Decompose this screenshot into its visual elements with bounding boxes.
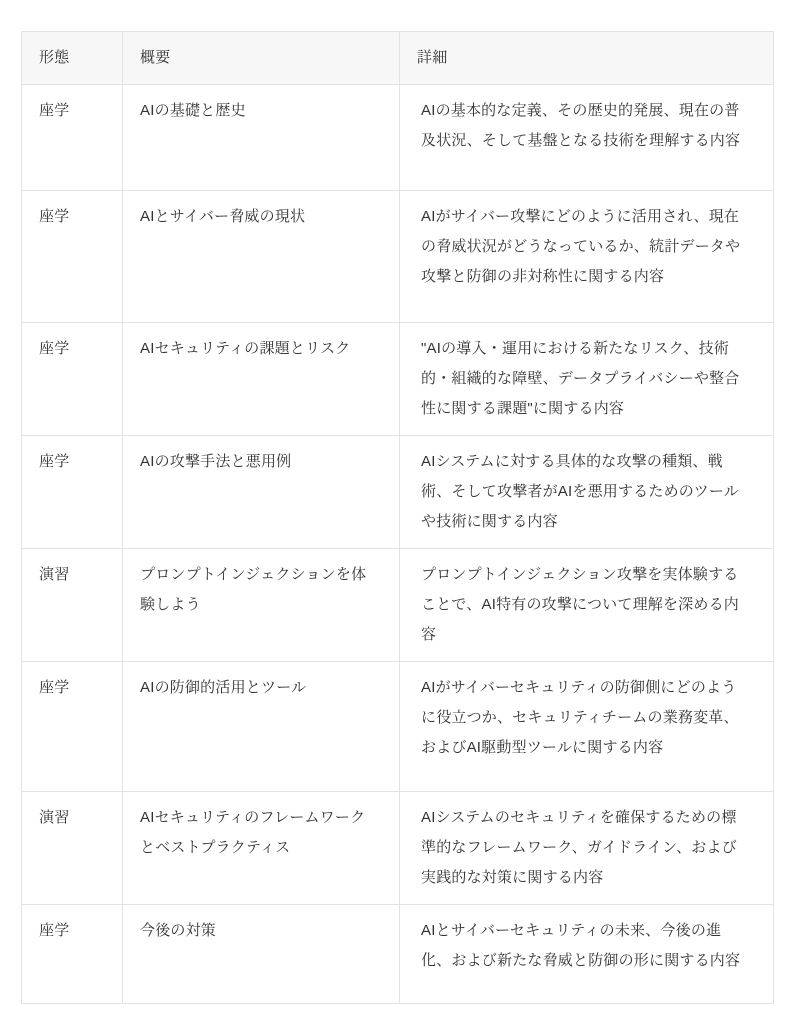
overview-cell: 今後の対策 — [123, 905, 400, 1004]
table-row — [22, 792, 774, 905]
overview-cell: プロンプトインジェクションを体験しよう — [123, 549, 400, 662]
table-row — [22, 905, 774, 1004]
format-cell: 座学 — [22, 191, 123, 323]
overview-cell: AIの攻撃手法と悪用例 — [123, 436, 400, 549]
detail-cell: AIシステムに対する具体的な攻撃の種類、戦術、そして攻撃者がAIを悪用するためのツールや技術に関する内容 — [400, 436, 774, 549]
table-row — [22, 549, 774, 662]
detail-cell: AIがサイバーセキュリティの防御側にどのように役立つか、セキュリティチームの業務変革、およびAI駆動型ツールに関する内容 — [400, 662, 774, 792]
table-row — [22, 191, 774, 323]
overview-cell: AIとサイバー脅威の現状 — [123, 191, 400, 323]
table-row — [22, 323, 774, 436]
column-header-format: 形態 — [22, 32, 123, 85]
format-cell: 座学 — [22, 905, 123, 1004]
format-cell: 座学 — [22, 85, 123, 191]
table-row — [22, 85, 774, 191]
format-cell: 座学 — [22, 436, 123, 549]
detail-cell: "AIの導入・運用における新たなリスク、技術的・組織的な障壁、データプライバシーや整合性に関する課題"に関する内容 — [400, 323, 774, 436]
detail-cell: AIの基本的な定義、その歴史的発展、現在の普及状況、そして基盤となる技術を理解する内容 — [400, 85, 774, 191]
format-cell: 演習 — [22, 549, 123, 662]
detail-cell: プロンプトインジェクション攻撃を実体験することで、AI特有の攻撃について理解を深める内容 — [400, 549, 774, 662]
format-cell: 座学 — [22, 323, 123, 436]
table-header-row — [22, 32, 774, 85]
format-cell: 座学 — [22, 662, 123, 792]
column-header-detail: 詳細 — [400, 32, 774, 85]
detail-cell: AIとサイバーセキュリティの未来、今後の進化、および新たな脅威と防御の形に関する内容 — [400, 905, 774, 1004]
overview-cell: AIセキュリティのフレームワークとベストプラクティス — [123, 792, 400, 905]
table-row — [22, 436, 774, 549]
format-cell: 演習 — [22, 792, 123, 905]
detail-cell: AIがサイバー攻撃にどのように活用され、現在の脅威状況がどうなっているか、統計データや攻撃と防御の非対称性に関する内容 — [400, 191, 774, 323]
column-header-overview: 概要 — [123, 32, 400, 85]
detail-cell: AIシステムのセキュリティを確保するための標準的なフレームワーク、ガイドライン、および実践的な対策に関する内容 — [400, 792, 774, 905]
overview-cell: AIの防御的活用とツール — [123, 662, 400, 792]
overview-cell: AIの基礎と歴史 — [123, 85, 400, 191]
curriculum-table — [21, 31, 774, 1004]
overview-cell: AIセキュリティの課題とリスク — [123, 323, 400, 436]
page — [0, 31, 800, 1028]
table-row — [22, 662, 774, 792]
